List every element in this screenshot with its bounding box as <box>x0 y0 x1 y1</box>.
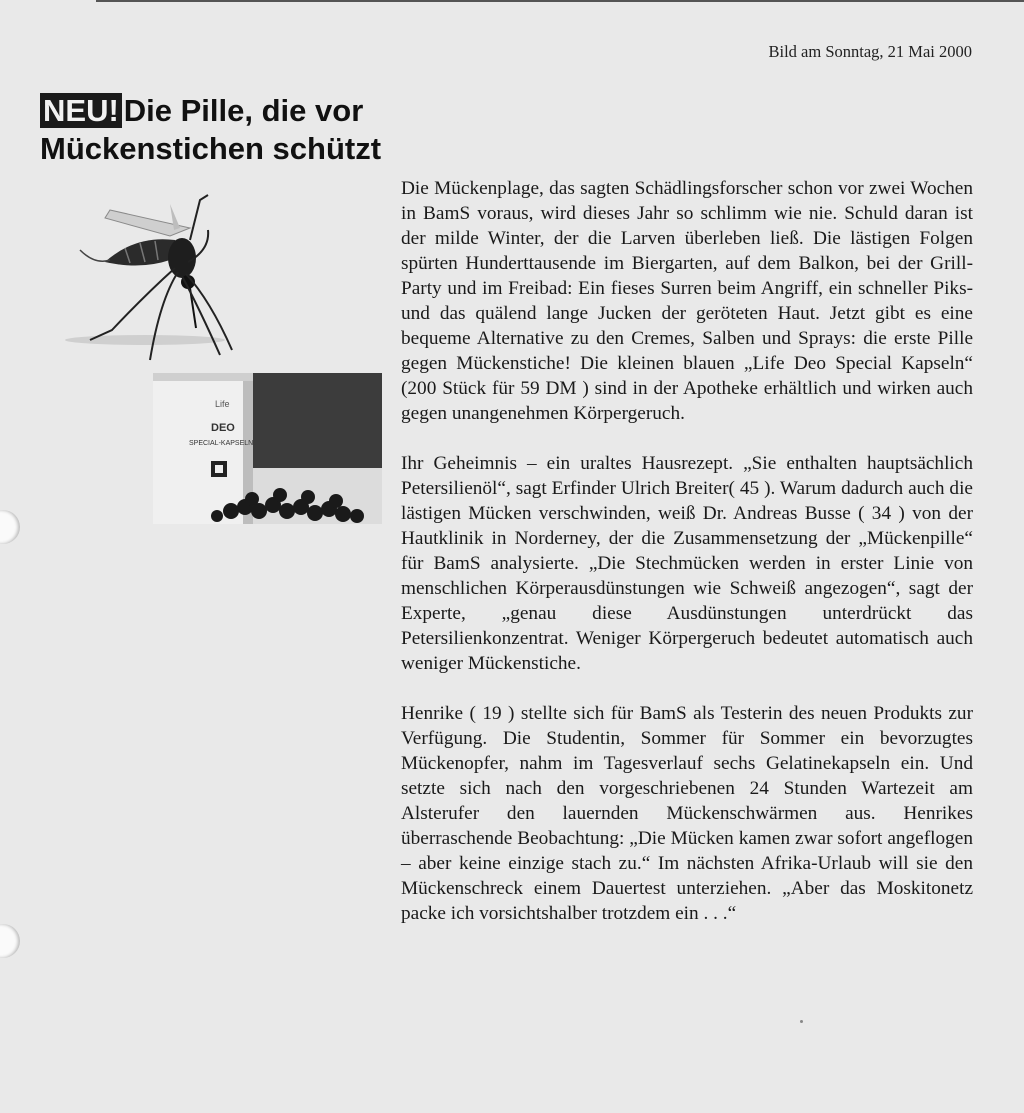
article-headline <box>40 92 381 168</box>
headline-line-2: Mückenstichen schützt <box>40 131 382 166</box>
article-paragraph-2: Ihr Geheimnis – ein uraltes Hausrezept. „Sie enthalten hauptsächlich Petersilienöl“, sagt Erfinder Ulrich Breiter( 45 ). Warum dadurch auch die lästigen Mücken verschwinden, weiß Dr. Andreas Busse ( 34 ) von der Hautklinik in Norderney, der die Zusammensetzung der „Mückenpille“ für BamS analysierte. „Die Stechmücken werden in erster Linie von menschlichen Körperausdünstungen wie Schweiß angezogen“, sagt der Experte, „genau diese Ausdünstungen unterdrückt das Petersilienkonzentrat. Weniger Körpergeruch bedeutet automatisch auch weniger Mückenstiche. <box>401 453 973 674</box>
mosquito-image <box>50 190 250 375</box>
article-paragraph-3: Henrike ( 19 ) stellte sich für BamS als Testerin des neuen Produkts zur Verfügung. Die Studentin, Sommer für Sommer ein bevorzugtes Mückenopfer, nahm im Tagesverlauf sechs Gelatinekapseln ein. Und setzte sich nach den vorgeschriebenen 24 Stunden Wartezeit am Alsterufer den lauernden Mückenschwärmen aus. Henrikes überraschende Beobachtung: „Die Mücken kamen zwar sofort angeflogen – aber keine einzige stach zu.“ Im nächsten Afrika-Urlaub will sie den Mückenschreck einem Dauertest unterziehen. „Aber das Moskitonetz packe ich vorsichtshalber trotzdem ein . . .“ <box>401 703 973 924</box>
source-dateline: Bild am Sonntag, 21 Mai 2000 <box>768 42 972 61</box>
product-label-kapseln: SPECIAL-KAPSELN <box>189 440 254 447</box>
punch-hole-upper <box>0 510 20 544</box>
article-body <box>401 176 973 951</box>
headline-line-1: Die Pille, die vor <box>123 93 364 128</box>
punch-hole-lower <box>0 924 20 958</box>
paper-speck <box>800 1020 803 1023</box>
product-label-deo: DEO <box>211 422 235 434</box>
new-badge: NEU! <box>40 93 122 128</box>
product-label-small: Life <box>215 399 230 409</box>
product-photo <box>153 373 382 524</box>
page-top-edge <box>96 0 1024 2</box>
article-paragraph-1: Die Mückenplage, das sagten Schädlingsforscher schon vor zwei Wochen in BamS voraus, wird dieses Jahr so schlimm wie nie. Schuld daran ist der milde Winter, der die Larven überleben ließ. Die lästigen Folgen spürten Hunderttausende im Biergarten, auf dem Balkon, bei der Grill-Party und im Freibad: Ein fieses Surren beim Angriff, ein schneller Piks- und das quälend lange Jucken der geröteten Haut. Jetzt gibt es eine bequeme Alternative zu den Cremes, Salben und Sprays: die erste Pille gegen Mückenstiche! Die kleinen blauen „Life Deo Special Kapseln“ (200 Stück für 59 DM ) sind in der Apotheke erhältlich und wirken auch gegen unangenehmen Körpergeruch. <box>401 178 973 424</box>
